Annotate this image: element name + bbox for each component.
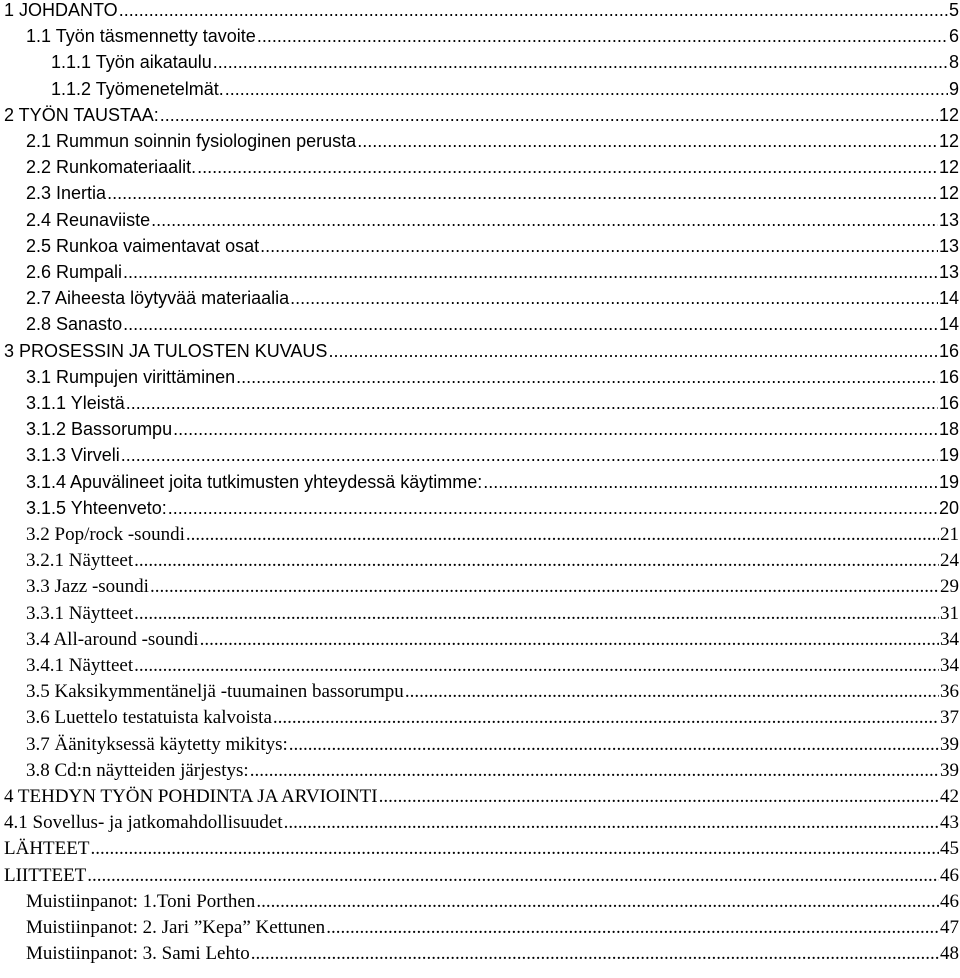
dot-leader [186, 524, 939, 546]
toc-entry[interactable] [0, 393, 959, 419]
dot-leader [284, 812, 939, 834]
dot-leader [123, 262, 938, 283]
toc-entry[interactable] [0, 891, 959, 917]
toc-entry[interactable] [0, 367, 959, 393]
dot-leader [236, 367, 938, 388]
toc-entry-title: 2.5 Runkoa vaimentavat osat [26, 235, 260, 256]
toc-entry-title: 2.2 Runkomateriaalit. [26, 157, 197, 178]
dot-leader [87, 865, 939, 887]
dot-leader [273, 707, 939, 729]
toc-entry-title: 1.1.2 Työmenetelmät. [51, 78, 224, 99]
toc-entry-page-number: 31 [940, 602, 959, 624]
toc-entry-title: LIITTEET [4, 864, 87, 886]
toc-entry[interactable] [0, 760, 959, 786]
toc-entry[interactable] [0, 681, 959, 707]
toc-entry-page-number: 16 [938, 393, 959, 413]
dot-leader [197, 157, 938, 178]
toc-entry-title: 3.1.5 Yhteenveto: [26, 497, 167, 518]
dot-leader [256, 891, 939, 913]
toc-entry-page-number: 12 [938, 183, 959, 204]
toc-entry[interactable] [0, 341, 959, 367]
toc-entry-title: 2.8 Sanasto [26, 314, 123, 335]
dot-leader [326, 917, 939, 939]
dot-leader [225, 79, 948, 100]
toc-entry[interactable] [0, 210, 959, 236]
toc-entry[interactable] [0, 786, 959, 812]
dot-leader [123, 314, 938, 335]
toc-entry-title: 3 PROSESSIN JA TULOSTEN KUVAUS [4, 340, 328, 361]
toc-entry-page-number: 13 [938, 209, 959, 230]
toc-entry[interactable] [0, 445, 959, 471]
toc-entry-page-number: 14 [938, 314, 959, 335]
toc-entry-title: 3.1 Rumpujen virittäminen [26, 366, 236, 387]
toc-entry[interactable] [0, 236, 959, 262]
toc-entry[interactable] [0, 498, 959, 524]
toc-entry-title: Muistiinpanot: 1.Toni Porthen [26, 890, 256, 912]
dot-leader [405, 681, 939, 703]
toc-entry[interactable] [0, 812, 959, 838]
toc-entry-title: 3.7 Äänityksessä käytetty mikitys: [26, 733, 288, 755]
toc-entry[interactable] [0, 0, 959, 26]
dot-leader [260, 236, 938, 257]
dot-leader [289, 734, 939, 756]
toc-entry-title: 4 TEHDYN TYÖN POHDINTA JA ARVIOINTI [4, 786, 378, 807]
toc-entry-title: 3.3.1 Näytteet [26, 602, 134, 624]
dot-leader [200, 629, 939, 651]
toc-entry-title: 1 JOHDANTO [4, 0, 118, 20]
toc-entry-page-number: 46 [940, 864, 959, 886]
toc-entry[interactable] [0, 734, 959, 760]
toc-entry[interactable] [0, 419, 959, 445]
toc-entry[interactable] [0, 576, 959, 602]
toc-entry[interactable] [0, 707, 959, 733]
dot-leader [168, 498, 938, 519]
dot-leader [357, 131, 938, 152]
toc-entry[interactable] [0, 26, 959, 52]
toc-entry-page-number: 34 [940, 655, 959, 676]
dot-leader [160, 105, 938, 126]
dot-leader [119, 0, 948, 21]
toc-entry[interactable] [0, 838, 959, 864]
toc-entry-page-number: 18 [938, 419, 959, 440]
toc-entry-page-number: 48 [940, 943, 959, 965]
toc-entry[interactable] [0, 655, 959, 681]
toc-entry-page-number: 37 [940, 707, 959, 729]
toc-entry-title: 3.3 Jazz -soundi [26, 576, 149, 598]
toc-entry-page-number: 45 [940, 838, 959, 860]
dot-leader [328, 341, 938, 362]
toc-entry-page-number: 43 [940, 812, 959, 834]
dot-leader [257, 26, 948, 47]
toc-entry-page-number: 12 [938, 131, 959, 151]
toc-entry-title: 3.1.2 Bassorumpu [26, 419, 173, 440]
toc-entry-page-number: 19 [938, 445, 959, 466]
toc-entry-title: 3.4.1 Näytteet [26, 655, 134, 676]
toc-entry[interactable] [0, 288, 959, 314]
dot-leader [107, 183, 938, 204]
toc-entry[interactable] [0, 131, 959, 157]
toc-entry-page-number: 36 [940, 681, 959, 703]
dot-leader [173, 419, 938, 440]
toc-entry-page-number: 46 [940, 890, 959, 912]
dot-leader [290, 288, 938, 309]
toc-entry[interactable] [0, 79, 959, 105]
toc-entry-title: 4.1 Sovellus- ja jatkomahdollisuudet [4, 812, 283, 834]
toc-entry-title: 3.1.3 Virveli [26, 445, 120, 466]
toc-entry-page-number: 19 [938, 471, 959, 492]
toc-entry-title: 2.3 Inertia [26, 183, 107, 204]
dot-leader [134, 550, 939, 572]
dot-leader [483, 472, 938, 493]
toc-entry[interactable] [0, 524, 959, 550]
toc-entry-title: 2.7 Aiheesta löytyvää materiaalia [26, 288, 290, 309]
toc-entry[interactable] [0, 865, 959, 891]
dot-leader [121, 445, 938, 466]
toc-entry[interactable] [0, 917, 959, 943]
toc-entry-page-number: 13 [938, 235, 959, 256]
toc-entry-page-number: 9 [948, 78, 959, 99]
toc-entry[interactable] [0, 943, 959, 969]
toc-entry-page-number: 12 [938, 104, 959, 125]
toc-entry-title: 3.6 Luettelo testatuista kalvoista [26, 707, 272, 729]
toc-entry-title: 3.4 All-around -soundi [26, 628, 199, 650]
toc-entry-title: 1.1 Työn täsmennetty tavoite [26, 26, 256, 47]
toc-entry-title: 2.6 Rumpali [26, 262, 123, 282]
dot-leader [134, 655, 939, 677]
toc-entry-title: Muistiinpanot: 3. Sami Lehto [26, 943, 250, 965]
toc-entry[interactable] [0, 472, 959, 498]
dot-leader [126, 393, 938, 414]
toc-entry-page-number: 39 [940, 759, 959, 781]
toc-entry-page-number: 42 [940, 786, 959, 807]
toc-entry-title: 3.8 Cd:n näytteiden järjestys: [26, 759, 249, 781]
toc-entry-title: Muistiinpanot: 2. Jari ”Kepa” Kettunen [26, 917, 326, 938]
dot-leader [90, 838, 939, 860]
toc-entry-page-number: 20 [938, 497, 959, 518]
dot-leader [379, 786, 939, 808]
toc-entry-page-number: 29 [940, 576, 959, 598]
toc-entry[interactable] [0, 52, 959, 78]
toc-entry[interactable] [0, 105, 959, 131]
toc-entry-page-number: 8 [948, 52, 959, 73]
toc-entry[interactable] [0, 314, 959, 340]
toc-entry-page-number: 14 [938, 288, 959, 309]
toc-entry-title: 3.1.1 Yleistä [26, 393, 125, 413]
toc-entry-title: 2 TYÖN TAUSTAA: [4, 104, 159, 125]
toc-entry-page-number: 21 [940, 524, 959, 545]
toc-entry-title: 3.5 Kaksikymmentäneljä -tuumainen bassorumpu [26, 681, 404, 703]
toc-entry-page-number: 16 [938, 366, 959, 387]
toc-entry-title: 2.1 Rummun soinnin fysiologinen perusta [26, 131, 357, 151]
toc-entry-title: 3.2 Pop/rock -soundi [26, 524, 185, 545]
toc-entry-page-number: 13 [938, 262, 959, 282]
toc-entry[interactable] [0, 183, 959, 209]
toc-entry-page-number: 12 [938, 157, 959, 178]
dot-leader [251, 943, 939, 965]
dot-leader [151, 210, 938, 231]
toc-entry-title: 1.1.1 Työn aikataulu [51, 52, 212, 73]
dot-leader [250, 760, 939, 782]
toc-entry-title: 3.2.1 Näytteet [26, 550, 134, 572]
toc-entry[interactable] [0, 629, 959, 655]
toc-entry-title: LÄHTEET [4, 838, 90, 860]
toc-entry-page-number: 5 [948, 0, 959, 20]
toc-entry[interactable] [0, 603, 959, 629]
toc-entry-page-number: 47 [940, 917, 959, 938]
toc-entry-page-number: 16 [938, 340, 959, 361]
toc-entry[interactable] [0, 157, 959, 183]
toc-entry-page-number: 24 [940, 550, 959, 572]
toc-entry-page-number: 6 [948, 26, 959, 47]
toc-entry-title: 3.1.4 Apuvälineet joita tutkimusten yhteydessä käytimme: [26, 471, 483, 492]
dot-leader [213, 52, 948, 73]
toc-entry-page-number: 39 [940, 733, 959, 755]
dot-leader [134, 603, 939, 625]
toc-entry-page-number: 34 [940, 628, 959, 650]
toc-entry-title: 2.4 Reunaviiste [26, 209, 151, 230]
toc-entry[interactable] [0, 262, 959, 288]
toc-entry[interactable] [0, 550, 959, 576]
dot-leader [150, 576, 939, 598]
